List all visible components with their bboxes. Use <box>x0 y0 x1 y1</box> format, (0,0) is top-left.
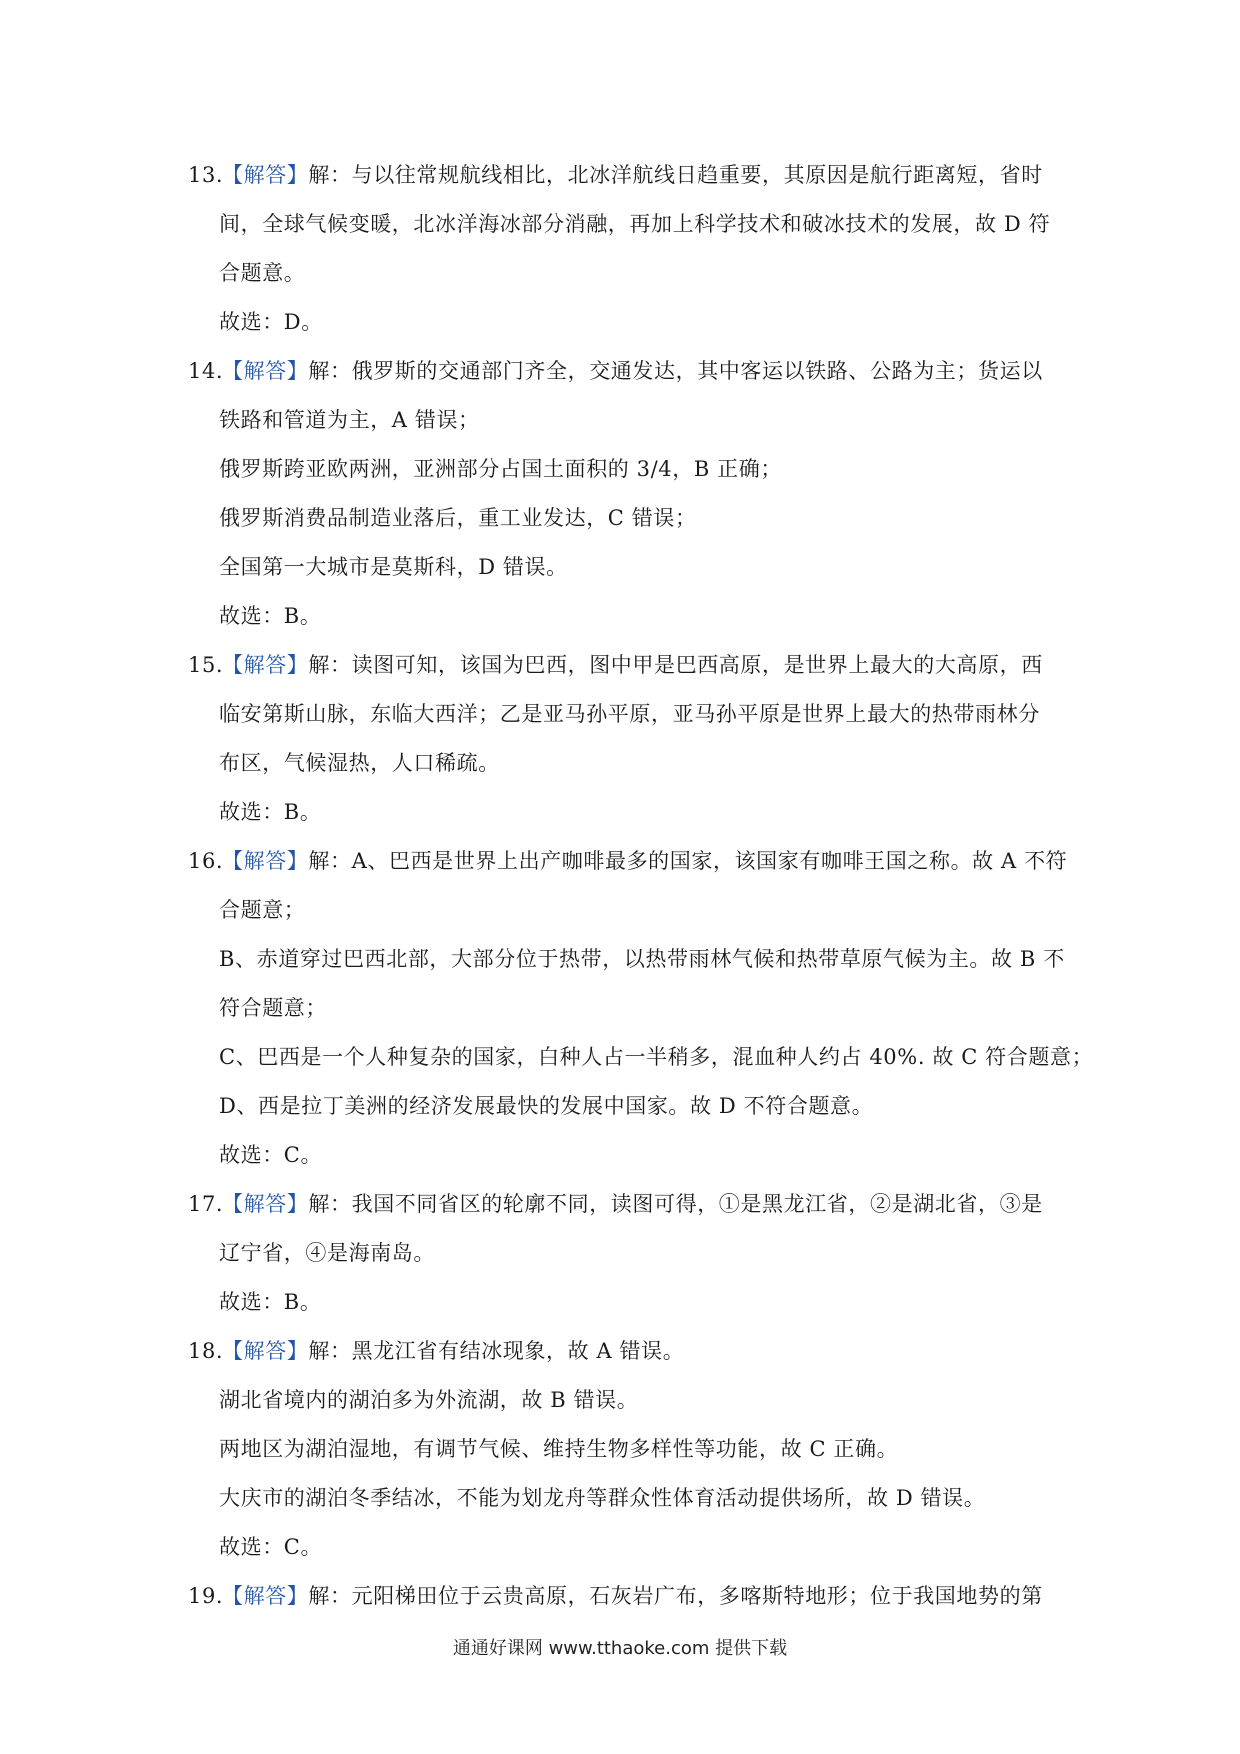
answer-13-text: 解：与以往常规航线相比，北冰洋航线日趋重要，其原因是航行距离短，省时 <box>308 163 1043 187</box>
answer-13-tag: 【解答】 <box>222 163 309 187</box>
answer-14-tag: 【解答】 <box>222 359 309 383</box>
document-page: 13. 【解答】解：与以往常规航线相比，北冰洋航线日趋重要，其原因是航行距离短，省时 间，全球气候变暖，北冰洋海冰部分消融，再加上科学技术和破冰技术的发展，故 D 符 合题意。 故选：D。 14. 【解答】解：俄罗斯的交通部门齐全，交通发达，其中客运以铁路、公路为主；货运以 铁路和管道为主，A 错误； 俄罗斯跨亚欧两洲，亚洲部分占国土面积的 3/4，B 正确； 俄罗斯消费品制造业落后，重工业发达，C 错误； 全国第一大城市是莫斯科，D 错误。 故选：B。 15. 【解答】解：读图可知，该国为巴西，图中甲是巴西高原，是世界上最大的大高原，西 临安第斯山脉，东临大西洋；乙是亚马孙平原，亚马孙平原是世界上最大的热带雨林分 布区，气候湿热，人口稀疏。 故选：B。 16. 【解答】解：A、巴西是世界上出产咖啡最多的国家，该国家有咖啡王国之称。故 A 不符 合题意； B、赤道穿过巴西北部，大部分位于热带，以热带雨林气候和热带草原气候为主。故 B 不 符合题意； C、巴西是一个人种复杂的国家，白种人占一半稍多，混血种人约占 40%. 故 C 符合题意； D、西是拉丁美洲的经济发展最快的发展中国家。故 D 不符合题意。 故选：C。 17. 【解答】解：我国不同省区的轮廓不同，读图可得，①是黑龙江省，②是湖北省，③是 辽宁省，④是海南岛。 故选：B。 18. 【解答】解：黑龙江省有结冰现象，故 A 错误。 湖北省境内的湖泊多为外流湖，故 B 错误。 两地区为湖泊湿地，有调节气候、维持生物多样性等功能，故 C 正确。 大庆市的湖泊冬季结冰，不能为划龙舟等群众性体育活动提供场所，故 D 错误。 故选：C。 19. 【解答】解：元阳梯田位于云贵高原，石灰岩广布，多喀斯特地形；位于我国地势的第 通通好课网 www.tthaoke.com 提供下载 <box>0 0 1240 1754</box>
answer-16-tag: 【解答】 <box>222 849 309 873</box>
answer-13-number: 13. <box>188 163 224 187</box>
answer-14-text: 解：俄罗斯的交通部门齐全，交通发达，其中客运以铁路、公路为主；货运以 <box>308 359 1043 383</box>
answer-17-text: 解：我国不同省区的轮廓不同，读图可得，①是黑龙江省，②是湖北省，③是 <box>308 1192 1043 1216</box>
answer-18-number: 18. <box>188 1339 224 1363</box>
answer-19-text: 解：元阳梯田位于云贵高原，石灰岩广布，多喀斯特地形；位于我国地势的第 <box>308 1584 1043 1608</box>
answer-18-text: 解：黑龙江省有结冰现象，故 A 错误。 <box>308 1339 685 1363</box>
answer-17-tag: 【解答】 <box>222 1192 309 1216</box>
answer-16-text: 解：A、巴西是世界上出产咖啡最多的国家，该国家有咖啡王国之称。故 A 不符 <box>308 849 1068 873</box>
answer-17-number: 17. <box>188 1192 224 1216</box>
answer-15-tag: 【解答】 <box>222 653 309 677</box>
answer-19-number: 19. <box>188 1584 224 1608</box>
answer-18-tag: 【解答】 <box>222 1339 309 1363</box>
page-footer: 通通好课网 www.tthaoke.com 提供下载 <box>452 1638 788 1659</box>
answer-16-number: 16. <box>188 849 224 873</box>
answer-15-text: 解：读图可知，该国为巴西，图中甲是巴西高原，是世界上最大的大高原，西 <box>308 653 1043 677</box>
answer-14-number: 14. <box>188 359 224 383</box>
answer-19-tag: 【解答】 <box>222 1584 309 1608</box>
answer-15-number: 15. <box>188 653 224 677</box>
